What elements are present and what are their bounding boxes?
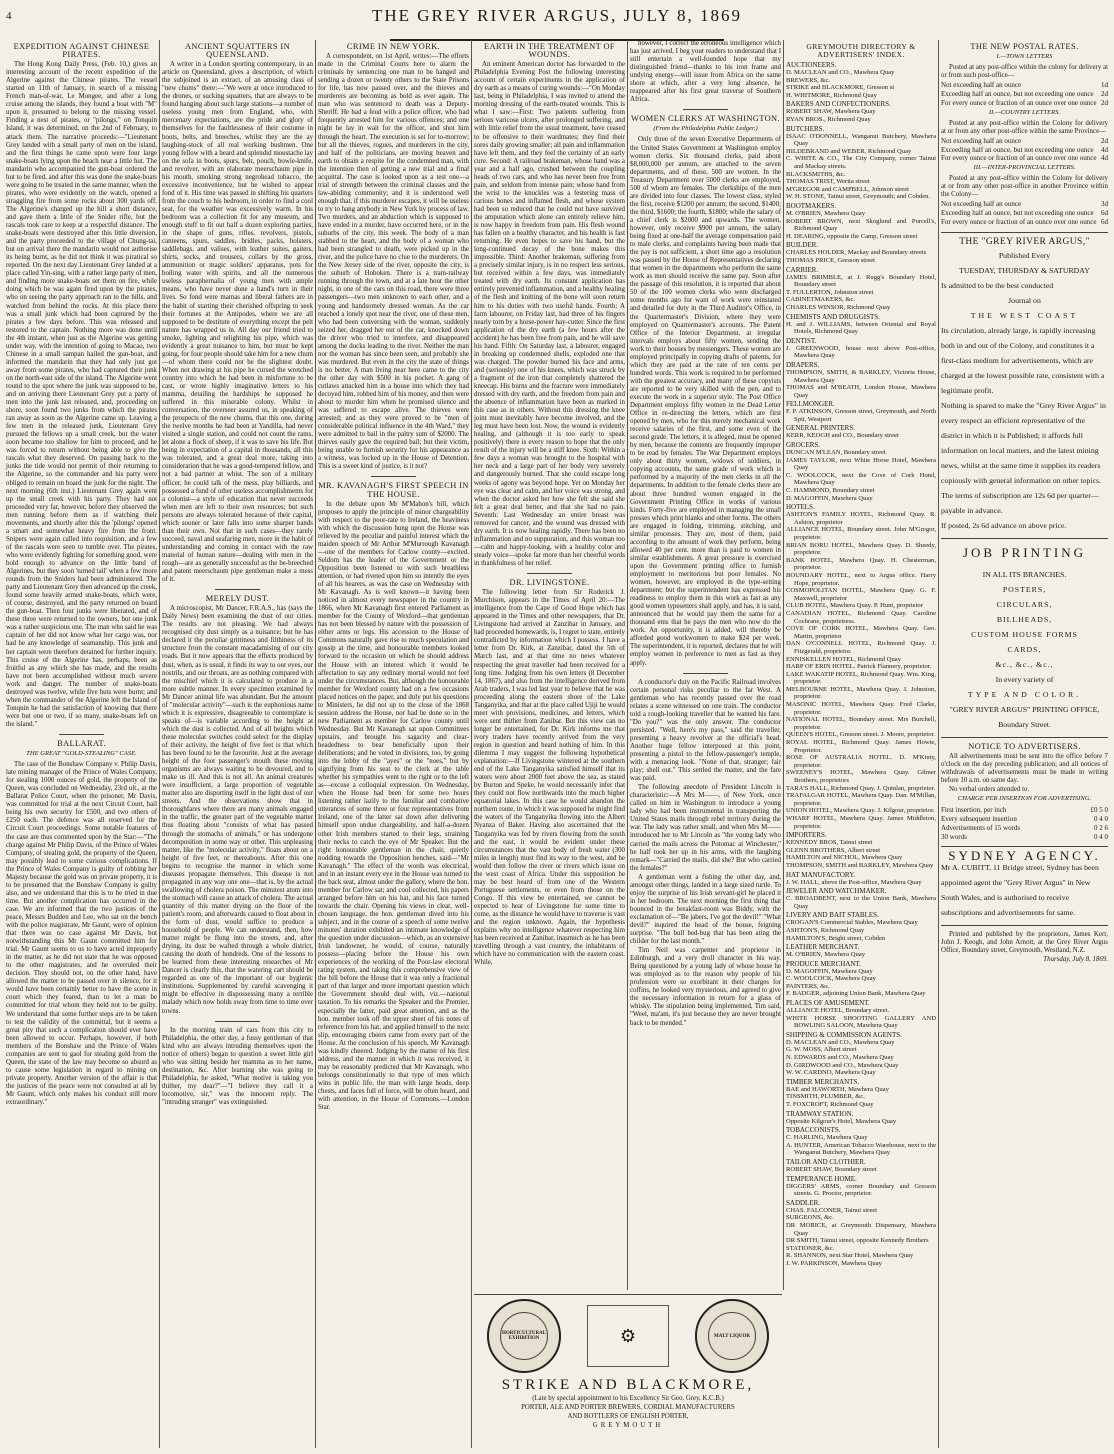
rate-price: £0 5 0 bbox=[1090, 806, 1108, 815]
directory-entry: ROBERT SHAW, Mawhera Quay bbox=[786, 108, 876, 116]
charge-table bbox=[941, 806, 1108, 841]
trade-line: PORTER, ALE AND PORTER BREWERS, CORDIAL MANUFACTURERS bbox=[521, 1404, 735, 1411]
directory-entry: THOMAS PRICE, Gresson street bbox=[786, 256, 876, 264]
directory-entry: C. WHITE & CO., The City Company, corner Tainui and Mackay streets. bbox=[786, 155, 936, 171]
job-office: "GREY RIVER ARGUS" PRINTING OFFICE, bbox=[949, 704, 1100, 714]
town-line: GREYMOUTH bbox=[592, 1422, 664, 1429]
article-title: MERELY DUST. bbox=[205, 594, 270, 604]
directory-category: PRODUCE MERCHANT. bbox=[786, 959, 861, 968]
rate-row bbox=[941, 81, 1108, 90]
rate-label: Not exceeding half an ounce bbox=[941, 81, 1022, 90]
argus-published: Published Every bbox=[998, 250, 1051, 260]
divider bbox=[59, 734, 104, 735]
directory-entry: NATIONAL HOTEL, Boundary street. Mrs Burchell, proprietor. bbox=[786, 716, 936, 731]
article-body: The case of the Bonshaw Company v. Philip Davis, late mining manager of the Prince of Wales Company, for stealing 1000 ounces of gold, the property of the Queen, was concluded on Wednesday, 23rd ult., at the Ballarat Police Court, when the prisoner, Mr Davis, was committed for trial at the next Circuit Court, bail being his own security for £500, and two others of £250 each. The defence was all reserved for the Circuit Court proceedings. Some notable features of the case are thus commented upon by the Star:—"The charge against Mr Philip Davis, of the Prince of Wales Company, of stealing gold, the property of the Queen, may possibly lead to some curious complications. If the Prince of Wales Company is guilty of robbing her Majesty because the gold was on private property, it is to be presumed that the Bonshaw Company is guilty also, and we understand that this is to be tried in due time. But another complication has occurred in the case. We are informed that the two justices of the peace, Messrs Budden and Lee, who sat on the bench with the police magistrate, Mr Gaunt, were of opinion that there was no case against Mr Davis, but notwithstanding this Mr Gaunt committed him for trial. Mr Gaunt seems to us to have acted improperly in the matter, as he did not state that he was opposed to the other magistrates, and he overruled their decision. They should not, on the other hand, have allowed the matter to be passed over in silence, for it would have been certainly better to have the scene in court which they feared, than to let a man be committed for trial whom they held not to be guilty. We understand that some further steps are to be taken to test the validity of the committal, but it seems a great pity that such a complication should ever have been allowed to occur. Perhaps, however, if both members of the Bonshaw and the Prince of Wales companies are sent to gaol for stealing gold from the Queen, the state of the law may become so absurd as to cause some legislation in regard to mining on private property. Another version of the affair is that the justices of the peace were not consulted at all by Mr Gaunt, which only makes his conduct still more extraordinary." bbox=[6, 761, 157, 1107]
article-body: A gentleman went a fishing the other day, and, amongst other things, landed in a large sized turtle. To enjoy the surprise of his Irish servant-girl he placed it in her bedroom. The next morning the first thing that bounced in the breakfast-room was Biddy, with the exclamation of—"Be jabers, I've got the devil!" "What devil?" inquired the head of the house, feigning surprise. "The bull bed-bug that has been ating the childer for the last month." bbox=[630, 873, 781, 946]
argus-text: Journal on bbox=[1008, 295, 1041, 305]
bottle-icon: ⚙ bbox=[587, 1305, 669, 1367]
sydney-title: SYDNEY AGENCY. bbox=[948, 848, 1101, 864]
directory-entry: HAMILTON and NICHOL, Mawhera Quay bbox=[786, 854, 903, 862]
directory-category: TAILOR AND CLOTHIER. bbox=[786, 1157, 866, 1166]
directory-entry: DR SMITH, Tainui street, opposite Kennedy Brothers bbox=[786, 1237, 929, 1245]
directory-entry: F. P. ATKINSON, Gresson street, Greymouth, and North Spit, Westport bbox=[786, 408, 936, 423]
directory-entry: THOMPSON, SMITH, & BARKLEY, Victoria House, Mawhera Quay bbox=[786, 368, 936, 384]
article-body: In the morning train of cars from this city to Philadelphia, the other day, a fussy gentleman of that kind who are always intruding themselves upon the notice of others) began to question a sweet little girl who was sitting beside her mamma as to her name, destination, &c. After learning she was going to Philadelphia, he asked, "What motive is taking you thither, my dear?"—"I believe they call it a locomotive, sir," was the innocent reply. The "intruding stranger" was extinguished. bbox=[162, 1026, 313, 1106]
directory-entry: COSMOPOLITAN HOTEL, Mawhera Quay. G. F. Maxwell, proprietor bbox=[786, 587, 936, 602]
rate-price: 2d bbox=[1101, 98, 1108, 107]
argus-text: THE WEST COAST bbox=[970, 310, 1079, 320]
directory-category: SHIPPING & COMMISSION AGENTS. bbox=[786, 1030, 902, 1039]
directory-entry: COVE OF CORK HOTEL, Mawhera Quay. Geo. Martin, proprietor bbox=[786, 625, 936, 640]
rate-row bbox=[941, 218, 1108, 227]
directory-entry: H. and J. WILLIAMS, between Oriental and Royal Hotels, Richmond Quay bbox=[786, 320, 936, 336]
rate-label: For every ounce or fraction of an ounce over one ounce bbox=[941, 217, 1097, 226]
directory-entry: H. DEARING, opposite the Camp, Gresson street bbox=[786, 232, 918, 240]
article-title: DR. LIVINGSTONE. bbox=[509, 578, 590, 588]
divider bbox=[215, 589, 260, 590]
directory-entry: J. W. HALL, above the Post-office, Mawhera Quay bbox=[786, 878, 922, 886]
directory-entry: Opposite Kilgour's Hotel, Mawhera Quay bbox=[786, 1117, 897, 1125]
job-item: BILLHEADS, bbox=[996, 614, 1053, 624]
postal-rate-table bbox=[941, 137, 1108, 163]
rate-row bbox=[941, 209, 1108, 218]
directory-entry: CABINETMAKERS, &c. bbox=[786, 296, 856, 304]
directory-category: BAKERS AND CONFECTIONERS. bbox=[786, 100, 891, 109]
directory-entry: ROYAL HOTEL, Richmond Quay. James Howie, Proprietor. bbox=[786, 739, 936, 754]
argus-text: Its circulation, already large, is rapidly increasing both in and out of the Colony, and constitutes it a first-class medium for advertisements, which are charged at the lowest possible rate, consistent with a legitimate profit. bbox=[941, 325, 1105, 395]
article-body: Tim Neil was carpenter and proprietor in Edinburgh, and a very droll character in his way. Being questioned by a young lady of whose house he was employed as to the reason why people of his profession were so exorbitant in their charges for coffins, he looked very mysterious, and agreed to give the necessary information in return for a glass of whisky. The stipulation being implemented, Tim said, "Weel, ma'am, it's just because they are never brought back to be mended." bbox=[630, 947, 781, 1027]
job-printing-items bbox=[941, 582, 1108, 672]
directory-entry: C. BROADBENT, next to the Union Bank, Mawhera Quay bbox=[786, 895, 936, 910]
masthead bbox=[0, 0, 1114, 38]
postal-intro: Posted at any post-office within the Colony for delivery at or from any other post-office in another Province within the Colony— bbox=[941, 175, 1108, 199]
directory-entry: HAMILTON'S, Bright street, Cobden bbox=[786, 934, 886, 942]
directory-entry: ASHTON'S FAMILY HOTEL, Richmond Quay. R. Ashton, proprietor bbox=[786, 511, 936, 526]
directory-entry: T. FULLERTON, Johnston street bbox=[786, 288, 874, 296]
column-2 bbox=[160, 40, 316, 1448]
postal-intro: Posted at any post-office within the Colony for delivery at or from any other post-office within the same Province— bbox=[941, 119, 1108, 135]
directory-category: BUTCHERS. bbox=[786, 124, 825, 133]
trade-line-2: AND BOTTLERS OF ENGLISH PORTER, bbox=[567, 1413, 689, 1420]
directory-category: CARRIER. bbox=[786, 265, 819, 274]
directory-category: TOBACCONISTS. bbox=[786, 1126, 841, 1135]
rate-label: First insertion, per inch bbox=[941, 806, 1007, 815]
directory-entry: A. HUNTER, American Tobacco Warehouse, next to the Wanganui Butchery, Mawhera Quay bbox=[786, 1141, 936, 1157]
rate-row bbox=[941, 806, 1108, 815]
directory-entry: D. GIRDWOOD and CO., Mawhera Quay bbox=[786, 1061, 899, 1069]
job-item: CUSTOM HOUSE FORMS bbox=[971, 629, 1078, 639]
rate-row bbox=[941, 815, 1108, 824]
divider bbox=[683, 109, 728, 110]
column-1 bbox=[4, 40, 160, 1448]
article-body: however, I correct the erroneous intelligence which has just arrived, I beg your readers to understand that I still entertain a well-founded hope that my distinguished friend—thanks to his iron frame and undying energy—will issue from Africa on the same shore at which, after a very long absence, he reappeared after his first great traverse of Southern Africa. bbox=[630, 40, 781, 104]
date-line: Thursday, July 8, 1869. bbox=[1043, 956, 1108, 964]
directory-entry: JAMES BRIMBLE, at J. Rugg's Boundary Hotel, Boundary street bbox=[786, 273, 936, 289]
rate-label: For every ounce or fraction of an ounce over one ounce bbox=[941, 98, 1097, 107]
directory-category: JEWELER AND WATCHMAKER. bbox=[786, 887, 887, 896]
directory-entry: SWEENEY'S HOTEL, Mawhera Quay. Gilmer Brothers, proprietors bbox=[786, 769, 936, 784]
rate-price: 0 4 0 bbox=[1094, 832, 1108, 841]
postal-subsection: III.—INTER-PROVINCIAL LETTERS. bbox=[973, 164, 1076, 172]
divider bbox=[941, 846, 1108, 847]
directory-entry: H. WHITMORE, Richmond Quay bbox=[786, 91, 877, 99]
directory-entry: DR MORICE, at Greymouth Dispensary, Mawhera Quay bbox=[786, 1221, 936, 1237]
rate-price: 2d bbox=[1101, 89, 1108, 98]
article-title: MR. KAVANAGH'S FIRST SPEECH IN THE HOUSE. bbox=[318, 481, 469, 499]
job-item: CIRCULARS, bbox=[996, 599, 1053, 609]
directory-entry: TARA'S HALL, Richmond Quay. J. Quinlan, proprietor. bbox=[786, 784, 936, 792]
argus-title: THE "GREY RIVER ARGUS," bbox=[959, 236, 1090, 247]
directory-entry: STATIONER, &c. bbox=[786, 1244, 835, 1252]
argus-text: Nothing is spared to make the "Grey River Argus" in every respect an efficient representative of the district in which it is Published; it affords full information on local matters, and the latest mining news, whilst at the same time it supplies its readers copiously with general information on other topics. bbox=[941, 400, 1106, 485]
directory-category: FELLMONGER. bbox=[786, 400, 835, 409]
article-body: An eminent American doctor has forwarded to the Philadelphia Evening Post the following interesting account of certain experiments in the application of dry earth as a means of curing wounds:—"On Monday last, being in Philadelphia, I was invited to attend the morning dressing of the earth-treated wounds. This is what I saw:—First: Two patients suffering from serious varicose ulcers, after prolonged suffering, and with little relief from the usual treatment, have ceased to be offensive to their wardmates; they find their sores daily growing smaller; all pain and inflammation have left them, and they feel the certainty of an early cure. Second: A railroad brakeman, whose hand was a year and a half ago, crushed between the coupling heads of two cars, and who has never been free from pain, and seldom from intense pain; whose hand from the wrist to the knuckles was a festering mass of carious bones and inflamed flesh, and whose system had been so reduced that he could not have survived the amputation which alone can entirely relieve him, is now happy in freedom from pain. His flesh wound has fallen on a healthy character, and his health is fast returning. He even hopes to save his hand, but the long-continued decay of the bone makes this impossible. Third: Another brakeman, suffering from a precisely similar injury, is in no respect less serious, but received within a few days, was immediately treated with dry earth. Its constant application has entirely prevented inflammation, and a healthy healing of the flesh and knitting of the bone will soon return him to his duties with two useful hands. Fourth: A farm labourer, on Friday last, had three of his fingers nearly torn by a horse-power hay-cutter. Since the first application of the dry earth (a few hours after the accident) he has been free from pain, and he will save his hand. Fifth: On Saturday last, a labourer, engaged in breaking up condemned shells, exploded one that was charged. The powder burned his face and arms, and (seriously) one of his knees, which was struck by a fragment of the iron that completely shattered the kneecap. His burns and the fracture were immediately dressed with dry earth, and the freedom from pain and the absence of inflammation have been as marked in this case as in others. Without this dressing the knee joint must inevitably have become involved, and the leg must have been lost. Now, the wound is evidently healing, and (although it is too early to speak positively) there is every reason to hope that the only result of the injury will be a stiff knee. Sixth: Within a few days a woman was brought to the hospital with her neck and a large part of her body very severely and dangerously burned. That she could escape long weeks of agony was beyond hope. Yet on Monday her eye was clear and calm, and her voice was strong, and when the doctor asked her how she felt she said she felt a great deal better, and that she had no pain. Seventh: Last Wednesday an entire breast was removed for cancer, and the wound was dressed with dry earth. It is now healing rapidly. There has been no inflammation and no suppuration, and this woman too—calm and happy-looking, with a healthy color and steady voice—spoke far more than her cheerful words in thankfulness of her relief. bbox=[474, 61, 625, 567]
directory-entry: J. W. PARKINSON, Mawhera Quay bbox=[786, 1259, 882, 1267]
directory-entry: D. MAGOFFIN, Mawhera Quay bbox=[786, 967, 873, 975]
rate-label: Advertisements of 15 words bbox=[941, 823, 1021, 832]
directory-entry: TINSMITH, PLUMBER, &c. bbox=[786, 1093, 865, 1101]
directory-entry: ROBERT BROWN, next Skoglund and Purcell's, Richmond Quay bbox=[786, 217, 936, 233]
rate-row bbox=[941, 137, 1108, 146]
directory-entry: MASONIC HOTEL, Mawhera Quay. Fred Clarke, proprietor. bbox=[786, 701, 936, 716]
directory-entry: SURGEONS, &c. bbox=[786, 1214, 834, 1222]
column-6-directory bbox=[784, 40, 938, 1448]
job-printing-subtitle: IN ALL ITS BRANCHES. bbox=[982, 569, 1067, 579]
rate-price: 0 4 0 bbox=[1094, 814, 1108, 823]
directory-entry: M'GREGOR and CAMPBELL, Johnson street bbox=[786, 185, 909, 193]
divider bbox=[941, 232, 1108, 233]
article-title: CRIME IN NEW YORK. bbox=[346, 42, 441, 51]
directory-entry: WHARF HOTEL, Mawhera Quay. James Middleton, proprietor. bbox=[786, 814, 936, 830]
directory-entry: BOUNDARY HOTEL, next to Argus office. Harry Hope, proprietor. bbox=[786, 571, 936, 587]
column-5 bbox=[628, 40, 784, 1290]
directory-entry: DUNCAN M'LEAN, Boundary street bbox=[786, 449, 886, 457]
job-item: CARDS, bbox=[1007, 644, 1042, 654]
sydney-body: Mr A. CUBITT, 11 Bridge street, Sydney has been appointed agent the "Grey River Argus" in New South Wales, and is authorised to receive subscriptions and advertisements for same. bbox=[941, 863, 1099, 918]
article-body: A writer in a London sporting contemporary, in an article on Queensland, gives a description, of which the subjoined is an extract, of an amusing class of "new chums" there:—"We were at once introduced to the drones, or sucking squatters, that are always to be found hanging about such large stations—a number of useless young men from England, who, with mercenary expectations, are the pride and glory of themselves for the faultlessness of their costume in boots, belts, and breeches, whilst they are the ay laughing-stock of all real working bushmen. One young fellow with a beard and splendid moustache lay on the sofa in boots, spurs, belt, pouch, bowie-knife, and revolver, with an elaborate meerschaum pipe in his mouth, smoking strong negrohead tobacco, the excessive inconvenience, but he wished to appear fond of it. His time was passed in shifting his quarters from the couch to his bedroom, in order to find a cool seat, for the weather was excessively warm. In his bedroom was a collection fit for any museum, and enough stuff to fit out half a dozen exploring parties, in the shape of guns, rifles, revolvers, pistols, canteens, spurs, saddles, bridles, packs, holsters, saddlebags, and valises, with leather suites, gaiters, shirts, socks, and trousers, collars by the gross, ammunition or magic soldiers' apparatus, pots for boiling water with spirits, and all the numerous useless paraphernalia of young men with ample means, who have never done a hand's turn in their lives. So fond were mamas and liberal fathers are in the habit of starting their cherished offspring to seek their fortunes at the Antipodes, where we are all supposed to be destitute of everything except the pelt nature has wrapped us in. All day our friend tried to smoke, lighting and relighting his pipe, which was evidently a great nuisance to him, but must be kept going, for four people should take him for a new chum—of whom there could not be the slightest doubt. When not drawing at his pipe he cursed the wretched country into which he had been in misfortune to be cast, or wrote highly imaginative letters to his mamma, detailing the hardships he supposed he suffered in this miserable colony. Whilst in conversation, the overseer assured us, in speaking of the prospects of the new chums, that this one, during the twelve months he had been at Yandilla, had never visited a single station, and could not count the rams, let alone a flock of sheep, if it was to save his life. But being in expectation of a capital in thousands, all this was tolerated, and a great deal more, taking into consideration that he was a good-tempered fellow, and not a bad partner at whist. The son of a military officer, he could talk of the mess, play billiards, and possessed a fund of other useless accomplishments for a colonist—a style of education that never succeeds when men are left to their own resources; but such persons are always tolerated because of their capital, which sooner or later falls into some sharper hands than their own. Not that in such cases—they rarely succeed, naval and seafaring men, more in the habit of understanding and coming in contact with the raw material of human nature—dealing with men in the rough—are as generally successful as the be-breeched and patent meerschaum pipe gentleman make a mess of it. bbox=[162, 61, 313, 584]
directory-list bbox=[786, 61, 936, 1267]
medal-left-icon: HORTICULTURAL EXHIBITION bbox=[487, 1299, 561, 1373]
directory-entry: MELBOURNE HOTEL, Mawhera Quay. J. Johnston, proprietor. bbox=[786, 685, 936, 701]
directory-category: TIMBER MERCHANTS. bbox=[786, 1077, 860, 1086]
notice-title: NOTICE TO ADVERTISERS. bbox=[968, 741, 1081, 751]
page-number: 4 bbox=[6, 10, 12, 22]
rate-price: 6d bbox=[1101, 209, 1108, 218]
rate-price: 4d bbox=[1101, 145, 1108, 154]
column-7 bbox=[938, 40, 1110, 1448]
rate-row bbox=[941, 833, 1108, 842]
rate-row bbox=[941, 200, 1108, 209]
job-variety: In every variety of bbox=[995, 674, 1054, 684]
directory-entry: TRAFALGAR HOTEL, Mawhera Quay. Dan. M'Millan, proprietor. bbox=[786, 792, 936, 807]
article-body: In the debate upon Mr M'Mahon's bill, which proposes to apply the principle of minor chargeability with respect to the poor-rate to Ireland, the heaviness with which the discussion hung upon the House was relieved by the peculiar and painful interest which the maiden speech of Mr Arthur M'Murrough Kavanagh—one of the members for Carlow county—excited. Seldom has the leader of the Government or the Opposition been listened to with such breathless attention, or had riveted upon him so intently the eyes of all his hearers, as was the case on Wednesday with Mr Kavanagh. As is well known—it having been noticed in almost every newspaper in the country in 1866, when Mr Kavanagh first entered Parliament as member for the County of Wexford—that gentleman has not been blessed by nature with the possession of either arms or legs. His accession to the House of Commons naturally gave rise to much speculation and gossip at the time, and honourable members looked forward to the occasion on which he should address the House with an interest which it would be affectation to say any ordinary mortal would not feel under the circumstances. But, although the honourable member for Wexford county had on a few occasions placed notices on the paper, and duly put his questions to Ministers, he did not up to the close of the 1868 session address the House, nor had he done so in the new Parliament as member for Carlow county until Wednesday. But Mr Kavanagh sat upon Committees upstairs, and brought his sagacity and clear-headedness to bear beneficially upon their deliberations; and he voted in divisions, too, by going into the lobby of the "ayes" or the "noes," but by signifying from his seat to the clerk at the table whether his sympathies went to the right or to the left as—excuse a colloquial expression. On Wednesday, when the House had been for some two hours listening rather lazily to the familiar and combative utterances of some three or four representatives from Ireland, one of the latter sat down after delivering himself upon undue chargeability, and half-a-dozen other Irish members started to their legs, straining their necks to catch the eye of Mr Speaker. But the right honourable gentleman in the chair, quietly nodding towards the Opposition benches, said—"Mr Kavanagh." The effect of the words was electrical, and in an instant every eye in the House was turned to the back seat, almost under the gallery, where the hon. member for Carlow sat; and cool collected, his papers arranged before him on his hat, and his face turned towards the chair. Opening his views in clear, well-chosen language, the hon. gentleman dived into his subject, and in the course of a speech of some twelve minutes' duration exhibited an intimate knowledge of the question under discussion—which, as an extensive Irish landowner, he would, of course, naturally possess—placing before the House his own experiences of the working of the Poor-law electoral rating system, and taking this comprehensive view of the bill before the House that it was only a fractional part of that larger and more important question which the Government should deal with, viz.—national taxation. To his remarks the Speaker and the Premier, especially the latter, paid great attention, and as the hon. member took off the upper sheet of his notes of reference from his hat, and applied himself to the next slip, encouraging cheers came from every part of the House. At the conclusion of his speech, Mr Kavanagh was kindly cheered. Judging by the matter of his first address, and the manner in which it was received, it may be reasonably predicted that Mr Kavanagh, who belongs constitutionally to that type of men which wins in public life, the man with large heads, deep chests, and faces full of force, will be often heard, and with attention, in the House of Commons.—London Star. bbox=[318, 500, 469, 1112]
directory-entry: N. EDWARDS and CO., Mawhera Quay bbox=[786, 1054, 894, 1062]
directory-category: HAT MANUFACTORY. bbox=[786, 870, 856, 879]
column-4 bbox=[472, 40, 628, 1290]
article-body: A correspondent, on 1st April, writes:—The efforts made in the Criminal Courts here to alarm the criminals by sentencing one man to be hanged and sending a dozen or twenty others to the State Prisons for life, has now passed over, and the thieves and murderers are becoming as bold as ever again. The man who was sentenced to death was a Deputy-Sheriff. He had a feud with a police officer, who had frequently arrested him for various offences; and one night he lay in wait for the officer, and shot him through the heart. The execution is set for to-morrow; but all the thieves, rogues, and murderers in the city, and half of the politicians, are moving heaven and earth to obtain a respite for the condemned man, with the intention then of getting a new trial and a final acquittal. The case is looked upon as a test one—a trial of strength between the criminal classes and the law-abiding community; and it is understood well enough that, if this murderer escapes, it will be useless to try to hang anybody in New York by process of law. Two murders, and an abduction which is supposed to have ended in a murder, have occurred here, or in the suburbs of the city, this week. The body of a man stabbed to the heart, and the body of a woman who had been strangled to death, were picked up in the river, and the police have no clue to the murderers. On the New Jersey side of the river, opposite the city, is the suburb of Hoboken. There is a tram-railway running through the town, and at a late hour the other night, in one of the cars on this road, there were three passengers—two men unknown to each other, and a young and handsomely dressed woman. As the car reached a lonely spot near the river, one of these men, who had been conversing with the woman, suddenly seized her, dragged her out of the car, knocked down the driver who tried to interfere, and disappeared among the docks leading to the river. Neither the man nor the woman has since been seen, and probably she was murdered. But even in the city the state of things is no better. A man living near here came to the city the other day with $500 in his pocket. A gang of cutlaws attacked him in a house into which they had decoyed him, robbed him of his money, and then were about to murder him when he promised silence and was suffered to escape alive. The thieves were arrested; and as they were proved to be "men of considerable political influence in the 4th Ward," they were admitted to bail in the paltry sum of $2000. The thieves easily gave the required bail; but their victim, being unable to furnish security for his appearance as a witness, was locked up in the House of Detention. This is a sweet kind of justice, is it not? bbox=[318, 53, 469, 471]
directory-entry: M. O'BRIEN, Mawhera Quay bbox=[786, 210, 866, 217]
rate-price: 4d bbox=[1101, 154, 1108, 163]
directory-entry: ALLIANCE HOTEL, Boundary street. bbox=[786, 1007, 890, 1015]
directory-category: AUCTIONEERS. bbox=[786, 61, 837, 70]
directory-entry: HARP OF ERIN HOTEL. Patrick Flannery, proprietor. bbox=[786, 663, 932, 671]
imprint: Printed and published by the proprietors, James Kerr, John J. Keogh, and John Arnott, at the Grey River Argus Office, Boundary street, Greymouth, Westland, N.Z. bbox=[941, 931, 1108, 955]
directory-entry: BRIAN BORU HOTEL, Mawhera Quay. D. Sheedy, proprietor. bbox=[786, 541, 936, 557]
directory-category: PLACES OF AMUSEMENT. bbox=[786, 999, 870, 1008]
article-body: The Hong Kong Daily Press, (Feb. 10,) gives an interesting account of the recent expedition of the Algerine against the Chinese pirates. The vessel started on 11th of January, in search of a missing French man-of-war, Le Mongee, and after a long cruise among the islands, they found a boat with "M" upon it, presumed to belong to the missing vessel. Finding a nest of pirates, or "pilongs," on Tonquin Island, it was determined, on the 2nd of February, to attack them. The narrative proceeds:—"Lieutenant Grey landed with a small party of men on the island, and the first things he came upon were four large snake-boats lying upon the beach near a little hut. The mandarin who accompanied the gun-boat ordered the hut to be fired, and after this was done the snake-boats were going to be treated in the same manner, when the pirates, who were evidently on the watch, opened a straggling fire from some rocks about 300 yards off. The Algerine's charged up the hill a short distance, and gave them a little of the Snider rifle, but the rascals took care to keep at a respectful distance. The snake-boats were destroyed after this little diversion, and the party proceeded to the village of Chung-tai, but on arrival there the mandarin would not authorise its being burnt, as he did not think it was piratical so reported. On the next day Lieutenant Grey landed at a place called Yin-sing, with a rather large party of men, and finding more snake-boats set them on fire, while doing which he was again fired upon by the pirates, who on seeing the party approach ran to the hills, and watched from behind the rocks. At this place there was a small junk which had been captured by the pirates a few days before. This was released and restored to the captain. Nothing more was done until the 4th instant, when just as the Algerine was getting under way, with the intention of going to Macao, two Chinese in a small sampan hailed the gun-boat, and informed the mandarin that they had only just got away from some pirates, who had captured their junk on the north-east side of the island. The Algerine went round to the spot where the junk was supposed to be, and on arriving there Lieutenant Grey put a party of men into the junk last released, and, proceeding on shore, soon found two junks from which the pirates ran away as soon as the Algerine came up. Leaving a few men in the released junk, Lieutenant Grey pursued the fellows up a small creek, but the water soon became too shallow for him to proceed, and he was forced to return without being able to give the rascals what they deserved. On passing back to the junks the tide would not permit of their returning to the Algerine, so the commander and his party were obliged to remain on board the junk for the night. The next morning (6th inst.) Lieutenant Grey again went up the small creek with his party. They had not proceeded very far, however, before they observed the men running before them as if watching their movements, and shortly after this the 'pilongs' opened a smart and somewhat heavy fire from the front. Snipers were again called into requisition, and a few of the rascals were seen to tumble over. The pirates, who were evidently fighting for something good, were bold enough to advance on the little band of Algerines, but they soon 'turned tail' when a few more rounds from the Sniders had been administered. The party and Lieutenant Grey then advanced up the creek, found some heavily armed snake-boats, which were, of course, destroyed, and the party returned on board the gun-boat. Then four junks were liberated, and of these three were returned to the owners, but one junk was a rather suspicious one. The man who said he was captain of her did not know what her cargo was, nor had he any knowledge of seamanship. This junk and her captain were therefore detained for further inquiry. This cruise of the Algerine has, perhaps, been as fruitful as any which she has made, and the results have not been accomplished without much severe work and danger. The number of snake-boats destroyed was twelve, while five huts were burnt; and when the commander of the Algerine left the Island of Tonquin he had the satisfaction of knowing that there were but one or two, if so many, snake-boats left on the island." bbox=[6, 61, 157, 728]
directory-entry: QUEEN'S HOTEL, Gresson street. J. Moore, proprietor. bbox=[786, 731, 935, 739]
rate-label: Not exceeding half an ounce bbox=[941, 136, 1022, 145]
article-body: The following letter from Sir Roderick J. Murchison, appears in the Times of April 20:—The intelligence from the Cape of Good Hope which has appeared in the Times and other newspapers, that Dr. Livingstone had arrived at Zanzibar in January, and had proceeded homewards, is, I regret to state, entirely contradicted by information which I possess. I have a letter from Dr. Kirk, at Zanzibar, dated the 5th of March last, and at that time no news whatever respecting the great traveller had been received for a long time. Judging from his own letters (8 December 14, 1867), and also from the intelligence derived from Arab traders, I was led last year to believe that he was proceeding along the eastern shore of the Lake Tanganyika, and that at the place called Ujiji he would meet with provisions, medicines, and letters, which were sent thither from Zanibar. But this view can no longer be entertained, for Dr. Kirk informs me that ivory traders have recently arrived from the very region in question and heard nothing of him. In this dilemma I may suggest the following hypothetical explanation:—If Livingstone wintered at the southern end of the Lake Tanganyika satisfied himself that its waters were about 2000 feet above the sea, as stated by Burton and Speke, he would necessarily infer that they could not flow northwards into the much higher equatorial lakes. In this case he would abandon the northern route, in which it was supposed he might find the waters of the Tanganyika flowing into the Albert Nyanza of Baker. Having also ascertained that the Tanganyika was fed by rivers flowing from the south and the east, it would be evident under these circumstances that the vast body of fresh water (300 miles in length) must find its way to the west, and he would then follow the river or rivers which issue on the west coast of Africa. Under this supposition he may be best heard of from one of the Western Portuguese settlements, or even from those on the Congo. If this view be entertained, we cannot be expected to hear of Livingstone for some time to come, as the distance he would have to traverse is vast and the region unknown. Again, the hypothesis explains why no intelligence whatever respecting him has been received at Zanibar, inasmuch as he has been travelling through a vast country, the inhabitants of which have no communication with the eastern coast. While, bbox=[474, 589, 625, 967]
directory-entry: W. W. CARDNO, Mawhera Quay bbox=[786, 1069, 876, 1077]
article-body: A microscopist, Mr Dancer, F.R.A.S., has (says the Daily News) been examining the dust of our cities. The results are not pleasing. We had always recognised city dust simply as a nuisance; but he has declared it the peculiar grittiness and filthiness of its structure from the constant macadamising of our city roads. But it now appears that the effects produced by dust, when, as is usual, it finds its way to our eyes, our nostrils, and our throats, are as nothing compared with the mischief which it is calculated to produce in a more subtle manner. In every specimen examined by Mr Dancer animal life was abundant. But the amount of "molecular activity"—such is the euphonious name which it is expressive, disagreeable to contemplate is speaks of—is variable according to the height at which the dust is collected. And of all heights which these molecular switches could select for the display of their activity, the height of five feet is that which has been found to be the favourite. Just at the average height of the foot passenger's mouth these moving organisms are always waiting to be devoured, and to make us ill. And this is not all. An animal creatures were insufficient, a large proportion of vegetable matter also are disporting itself in the light dust of our streets. And the observations show that in thoroughfares where there are many animals engaged in the traffic, the greater part of the vegetable matter thus floating about "consists of what has passed through the stomachs of animals," or has undergone decomposition in some way or other. This unpleasing matter, like the "molecular activity," floats about on a height of five feet, or thereabouts. After this one begins to recognise the manner in which some diseases propagate themselves. This disease is not propagated in any way one one—that is, by the actual swallowing of cholera poison. The minutest atom into the stomach will cause an attack of cholera. The actual quantity of this matter drying on the floor of the patient's room, and afterwards caused to float about in the form of dust, would suffice to produce a household of people. We can understand, then, how matter might be flung into the streets, and, after drying, its dust be wafted through a whole district, causing the death of hundreds. One of the lessons to be learned from these interesting researches of Mr Dancer is clearly this, that the watering cart should be regarded as one of the important of our hygienic institutions. Supplemented by careful scavenging it might be effective in dispossessing many a terrible malady which now holds sway from time to time over towns. bbox=[162, 605, 313, 1015]
directory-category: SADDLER. bbox=[786, 1198, 821, 1207]
directory-category: DRAPERS. bbox=[786, 360, 820, 369]
directory-entry: W. H. STONE, Tainui street, Greymouth; and Cobden. bbox=[786, 193, 931, 201]
directory-entry: THOMAS and M'BEATH, London House, Mawhera Quay bbox=[786, 384, 936, 399]
divider bbox=[941, 538, 1108, 539]
rate-label: For every ounce or fraction of an ounce over one ounce bbox=[941, 154, 1097, 163]
argus-text: If posted, 2s 6d advance on above price. bbox=[941, 520, 1067, 530]
postal-rate-table bbox=[941, 81, 1108, 107]
job-street: Boundary Street. bbox=[998, 719, 1051, 729]
directory-entry: ALLIANCE HOTEL, Boundary street. John M'Gregor, proprietor. bbox=[786, 526, 936, 541]
directory-entry: CHARLES HOLDER, Mackay and Boundary streets bbox=[786, 249, 927, 257]
rate-row bbox=[941, 146, 1108, 155]
rate-price: 2d bbox=[1101, 136, 1108, 145]
directory-entry: WHITE HORSE SHOOTING GALLERY AND BOWLING SALOON, Mawhera Quay bbox=[786, 1014, 936, 1030]
directory-entry: CHAS. FALCONER, Tainui street bbox=[786, 1206, 878, 1214]
directory-entry: STRIKE and BLACKMORE, Gresson st bbox=[786, 84, 895, 92]
rate-price: 6d bbox=[1101, 217, 1108, 226]
firm-name: STRIKE AND BLACKMORE, bbox=[501, 1377, 755, 1393]
directory-entry: C. WOOLCOCK, Mawhera Quay bbox=[786, 975, 876, 983]
directory-entry: PAINTERS, &c. bbox=[786, 982, 830, 990]
directory-entry: C. WOOLCOCK, next the Cove of Cork Hotel, Mawhera Quay bbox=[786, 471, 936, 487]
directory-entry: ROBERT SHAW, Boundary street bbox=[786, 1165, 877, 1173]
job-type: TYPE AND COLOR. bbox=[967, 689, 1082, 699]
divider bbox=[941, 737, 1108, 738]
article-title: EARTH IN THE TREATMENT OF WOUNDS. bbox=[484, 42, 615, 60]
argus-text: Is admitted to be the best conducted bbox=[941, 280, 1054, 290]
newspaper-title: THE GREY RIVER ARGUS, JULY 8, 1869 bbox=[371, 6, 743, 25]
directory-entry: BLACKSMITHS, &c. bbox=[786, 170, 846, 178]
directory-entry: BANK HOTEL, Mawhera Quay. H. Chesterman, proprietor. bbox=[786, 556, 936, 572]
divider bbox=[371, 476, 416, 477]
directory-entry: DIGGERS' ARMS, corner Boundary and Gresson streets. G. Proctor, proprietor. bbox=[786, 1182, 936, 1198]
rate-row bbox=[941, 154, 1108, 163]
directory-entry: R. SHANNON, next Star Hotel, Mawhera Quay bbox=[786, 1252, 914, 1260]
rate-label: Not exceeding half an ounce bbox=[941, 200, 1022, 209]
rate-label: 30 words bbox=[941, 832, 967, 841]
directory-entry: DAN O'CONNELL HOTEL, Richmond Quay. J. Fitzgerald, proprietor. bbox=[786, 640, 936, 655]
column-3 bbox=[316, 40, 472, 1448]
rate-price: 3d bbox=[1101, 200, 1108, 209]
job-printing-title: JOB PRINTING bbox=[962, 544, 1087, 560]
article-subtitle: THE GREAT "GOLD-STEALING" CASE. bbox=[26, 750, 137, 758]
directory-entry: CHARLES WINSOR, Richmond Quay bbox=[786, 303, 891, 311]
notice-body: All advertisements must be sent into the office before 7 o'clock on the day preceding publication; and all notices of withdrawals of advertisements must be made in writing before 10 a.m. on same day. bbox=[941, 752, 1108, 784]
postal-subsection: II.—COUNTRY LETTERS. bbox=[988, 108, 1061, 116]
rate-row bbox=[941, 90, 1108, 99]
directory-entry: M. O'BRIEN, Mawhera Quay bbox=[786, 951, 866, 959]
charge-title: CHARGE PER INSERTION FOR ADVERTISING. bbox=[957, 795, 1092, 803]
directory-entry: ENNISKELLEN HOTEL, Richmond Quay bbox=[786, 655, 902, 663]
directory-entry: GLENN BROTHERS, Albert street bbox=[786, 846, 881, 854]
medal-row bbox=[474, 1299, 782, 1373]
postal-intro: Posted at any post-office within the colony for delivery at or from such post-office— bbox=[941, 64, 1108, 80]
directory-entry: T. FOXCROFT, Richmond Quay bbox=[786, 1101, 874, 1108]
article-body: Only three of the seven Executive Departments of the United States Government at Washington employ women clerks. Six thousand clerks, paid about $8,000,000 per annum, are attached to the seven departments, and of these, 500 are women. In the Treasury Department over 5000 clerks are employed, 500 of whom are females. The clerkships of the men are divided into four classes. The lowest class, styled the first, receive $1200 per annum; the second, $1400; the third, $1600; the fourth, $1800; while the salary of a chief clerk is $2000 and upwards. The women, however, only receive $900 per annum, the salary being fixed at one-half the average compensation paid to male clerks, and complaints having been made that the pay is not sufficient, a short time ago a resolution was passed by the House of Representatives declaring that women in the departments who perform the same work as men should receive the same pay. Soon after the passage of this resolution, it is reported that about 50 of the 100 women clerks who were discharged some months ago for want of work were reinstated and detailed for duty in the Third Auditor's Office, in the Quartermaster's Division, where they were employed on Quartermaster's accounts. The Patent Office of the Interior Department, at irregular intervals employs about fifty women, sending the work to their houses by messengers. These women are employed principally in copying drafts of patents, for which they are paid at the rate of ten cents per hundred words. This work is required to be performed with the greatest accuracy, and many of these copyists are reported to be very skilled with the pen, and to execute the work in a superior style. The Post Office Department employs fifty women in the Dead Letter Office in re-directing the letters, which are first opened by men, who for this merely mechanical work receive salaries of the first, and some even of the second grade. The letters, it is alleged, must be opened by men, because the contents are frequently improper to be read by females. The War Department employs only about thirty women, widows of soldiers, in copying accounts, the same grade of work which is performed by a majority of the men clerks in all the departments. In addition to the female clerks there are about three hundred women engaged in the Government Printing Office in works of various kinds. Forty-five are employed in managing the small presses which print blanks and other forms. The others are engaged in folding, trimming, stitching, and similar processes. They are, most of them, paid according to the amount of work they perform, being allowed 40 per cent. more than is paid to women in similar establishments. A great pressure is exercised upon the Government printing office to furnish employment to meritorious but poor females. No women, however, are employed in the type-setting department; but the superintendent has expressed his readiness to employ them in this work as fast as any good women typesetters shall apply, and has, it is said, announced that he would pay them the same for a thousand ems that he pays the men who now do the work. An opportunity, it is added, will thereby be afforded good workwomen to make $24 per week. The superintendent, it is reported, declares that he will employ women in preference to men as fast as they apply. bbox=[630, 136, 781, 667]
postal-title: THE NEW POSTAL RATES. bbox=[970, 42, 1079, 51]
directory-category: DENTIST. bbox=[786, 336, 817, 345]
directory-entry: ROSE OF AUSTRALIA HOTEL. D. M'Kinty, proprietor. bbox=[786, 754, 936, 769]
directory-entry: CANADIAN HOTEL, Richmond Quay. Caroline Cochrane, proprietress. bbox=[786, 609, 936, 625]
directory-entry: ISAAC O'DONNELL, Wanganui Butchery, Mawhera Quay bbox=[786, 132, 936, 148]
directory-entry: D. MACLEAN and CO., Mawhera Quay bbox=[786, 1038, 895, 1046]
divider bbox=[683, 673, 728, 674]
directory-entry: G. W. MOSS, Albert street bbox=[786, 1046, 857, 1054]
directory-entry: J. GREENWOOD, house next above Post-office, Mawhera Quay bbox=[786, 344, 936, 360]
directory-entry: C. HAMMOND, Boundary street bbox=[786, 487, 875, 495]
directory-category: TEMPERANCE HOME. bbox=[786, 1174, 857, 1183]
directory-entry: LAKE WAKATIP HOTEL, Richmond Quay. Wm. King, proprietor. bbox=[786, 670, 936, 686]
rate-label: Exceeding half an ounce, but not exceeding one ounce bbox=[941, 209, 1094, 218]
directory-category: LIVERY AND BAIT STABLES. bbox=[786, 911, 879, 920]
directory-title: GREYMOUTH DIRECTORY & ADVERTISERS' INDEX. bbox=[806, 42, 916, 60]
article-body: A conductor's duty on the Pacific Railroad involves certain personal risks peculiar to the far West. A gentleman who has recently passed over the road relates a scene witnessed on one train. The conductor told a rough-looking traveller that he wanted his fare. "Do you?" was the only answer. The conductor persisted. "Well, here's my pass," said the traveller, presenting a heavy revolver at the official's head. Another huge fellow interposed at this point, presenting a pistol to the fellow-passenger's temple, with a menacing look. "None of that, stranger; fair play; shell out." This settled the matter, and the fare was paid. bbox=[630, 678, 781, 783]
directory-entry: UNION HOTEL, Mawhera Quay. J. Kilgour, proprietor. bbox=[786, 807, 935, 815]
directory-category: IMPORTERS. bbox=[786, 831, 827, 840]
article-body: The following anecdote of President Lincoln is characteristic:—A Mrs M——, of New York, once called on him in Washington to introduce a young lady who had been instrumental in transporting the United States mails through rebel territory during the war. The lady was rather small, and when Mrs M—— introduced her to Mr Lincoln as "the young lady who carried the mails across the Potomac at Winchester," he half took her up in his arms, with the laughing remark—"Carried the mails, did she? But who carried the females?" bbox=[630, 784, 781, 872]
postal-rate-table bbox=[941, 200, 1108, 226]
directory-entry: D. MACLEAN and CO., Mawhera Quay bbox=[786, 69, 895, 77]
rate-label: Exceeding half an ounce, but not exceeding one ounce bbox=[941, 145, 1094, 154]
directory-entry: JAMES TAYLOR, next White Horse Hotel, Mawhera Quay bbox=[786, 456, 936, 472]
argus-days: TUESDAY, THURSDAY & SATURDAY bbox=[959, 265, 1090, 275]
directory-category: CHEMISTS AND DRUGGISTS. bbox=[786, 312, 880, 321]
directory-entry: BREWERS, &c. bbox=[786, 76, 831, 84]
rate-price: 0 2 6 bbox=[1094, 823, 1108, 832]
directory-entry: F. BADGER, adjoining Union Bank, Mawhera Quay bbox=[786, 990, 926, 998]
directory-entry: BAE and HAWORTH, Mawhera Quay bbox=[786, 1085, 889, 1093]
postal-subsection: I.—TOWN LETTERS bbox=[996, 53, 1053, 61]
rate-row bbox=[941, 824, 1108, 833]
directory-entry: CROGAN'S Commercial Stables, Mawhera Quay bbox=[786, 919, 918, 927]
directory-entry: D. MAGOFFIN, Mawhera Quay bbox=[786, 494, 873, 502]
directory-category: LEATHER MERCHANT. bbox=[786, 943, 860, 952]
directory-entry: RYAN BROS., Richmond Quay bbox=[786, 116, 871, 124]
article-subtitle: (From the Philadelphia Public Ledger.) bbox=[653, 125, 758, 133]
appointment-line: (Late by special appointment to his Excellency Sir Geo. Grey, K.C.B.) bbox=[532, 1395, 724, 1402]
directory-entry: C. HARLING, Mawhera Quay bbox=[786, 1134, 868, 1142]
directory-entry: THOMPSON, SMITH and BARKLEY, Mawhera Quay bbox=[786, 861, 934, 869]
directory-category: GENERAL PRINTERS. bbox=[786, 424, 855, 433]
rate-label: Exceeding half an ounce, but not exceeding one ounce bbox=[941, 89, 1094, 98]
directory-entry: ASHTON'S, Richmond Quay bbox=[786, 926, 865, 934]
brewery-advertisement bbox=[474, 1294, 782, 1451]
directory-category: GROCERS. bbox=[786, 441, 821, 450]
directory-entry: HILDEBRAND and WEBER, Richmond Quay bbox=[786, 147, 912, 155]
directory-entry: KENNEDY BROS, Tainui street bbox=[786, 839, 873, 847]
directory-entry: THOMAS TRIST, Werita street bbox=[786, 178, 870, 186]
rate-label: Every subsequent insertion bbox=[941, 814, 1017, 823]
rate-row bbox=[941, 99, 1108, 108]
article-title: EXPEDITION AGAINST CHINESE PIRATES. bbox=[13, 42, 150, 60]
directory-category: BOOTMAKERS. bbox=[786, 202, 836, 210]
notice-body: No verbal orders attended to. bbox=[949, 786, 1030, 794]
directory-category: BUILDER. bbox=[786, 241, 819, 250]
medal-right-icon: MALT LIQUOR bbox=[695, 1299, 769, 1373]
job-item: &c., &c., &c., bbox=[995, 659, 1054, 669]
directory-category: HOTELS. bbox=[786, 503, 815, 512]
divider bbox=[215, 1021, 260, 1022]
rate-price: 1d bbox=[1101, 81, 1108, 90]
directory-entry: CLUB HOTEL, Mawhera Quay. P. Hunt, proprietor bbox=[786, 602, 923, 610]
job-item: POSTERS, bbox=[1002, 584, 1047, 594]
directory-entry: KERR, KEOGH and CO., Boundary street bbox=[786, 432, 899, 440]
argus-text: The terms of subscription are 12s 6d per quarter—payable in advance. bbox=[941, 490, 1099, 515]
directory-category: TRAMWAY STATION. bbox=[786, 1109, 854, 1118]
divider bbox=[527, 573, 572, 574]
article-title: WOMEN CLERKS AT WASHINGTON. bbox=[631, 114, 780, 124]
article-title: BALLARAT. bbox=[57, 738, 106, 748]
divider bbox=[941, 925, 1108, 926]
article-title: ANCIENT SQUATTERS IN QUEENSLAND. bbox=[184, 42, 291, 60]
